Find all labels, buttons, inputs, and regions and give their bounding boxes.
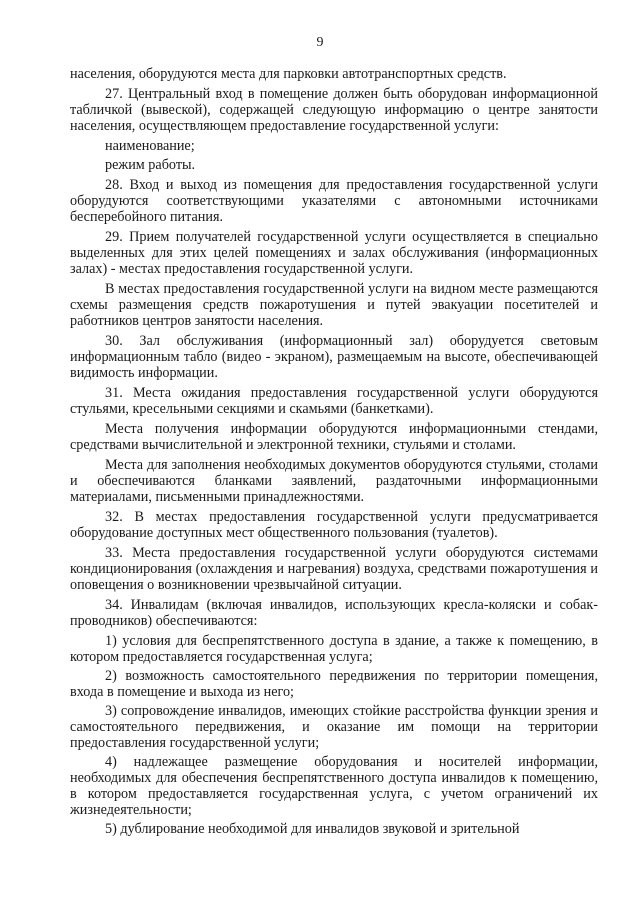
paragraph-continuation: населения, оборудуются места для парковки автотранспортных средств. — [70, 66, 507, 82]
paragraph-34: 34. Инвалидам (включая инвалидов, использующих кресла-коляски и собак-проводников) обеспечиваются: — [70, 597, 598, 629]
list-item-name: наименование; — [105, 138, 195, 154]
paragraph-27: 27. Центральный вход в помещение должен быть оборудован информационной табличкой (вывеской), содержащей следующую информацию о центре занятости населения, осуществляющем предоставление государственной услуги: — [70, 86, 598, 134]
list-item-schedule: режим работы. — [105, 157, 196, 173]
paragraph-29-evacuation: В местах предоставления государственной услуги на видном месте размещаются схемы размещения средств пожаротушения и путей эвакуации посетителей и работников центров занятости населения. — [70, 281, 598, 329]
paragraph-33: 33. Места предоставления государственной услуги оборудуются системами кондиционирования (охлаждения и нагревания) воздуха, средствами пожаротушения и оповещения о возникновении чрезвычайной ситуации. — [70, 545, 598, 593]
paragraph-28: 28. Вход и выход из помещения для предоставления государственной услуги оборудуются соответствующими указателями с автономными источниками бесперебойного питания. — [70, 177, 598, 225]
paragraph-31-document-places: Места для заполнения необходимых документов оборудуются стульями, столами и обеспечиваются бланками заявлений, раздаточными информационными материалами, письменными принадлежностями. — [70, 457, 598, 505]
paragraph-31: 31. Места ожидания предоставления государственной услуги оборудуются стульями, кресельными секциями и скамьями (банкетками). — [70, 385, 598, 417]
paragraph-32: 32. В местах предоставления государственной услуги предусматривается оборудование доступных мест общественного пользования (туалетов). — [70, 509, 598, 541]
list-item-5: 5) дублирование необходимой для инвалидов звуковой и зрительной — [105, 821, 520, 837]
list-item-3: 3) сопровождение инвалидов, имеющих стойкие расстройства функции зрения и самостоятельного передвижения, и оказание им помощи на территории предоставления государственной услуги; — [70, 703, 598, 751]
list-item-2: 2) возможность самостоятельного передвижения по территории помещения, входа в помещение и выхода из него; — [70, 668, 598, 700]
list-item-4: 4) надлежащее размещение оборудования и носителей информации, необходимых для обеспечения беспрепятственного доступа инвалидов к помещению, в котором предоставляется государственная услуга, с учетом ограничений их жизнедеятельности; — [70, 754, 598, 818]
list-item-1: 1) условия для беспрепятственного доступа в здание, а также к помещению, в котором предоставляется государственная услуга; — [70, 633, 598, 665]
document-body — [70, 66, 598, 840]
page-number: 9 — [316, 35, 324, 50]
paragraph-30: 30. Зал обслуживания (информационный зал) оборудуется световым информационным табло (видео - экраном), размещаемым на высоте, обеспечивающей видимость информации. — [70, 333, 598, 381]
paragraph-31-info-places: Места получения информации оборудуются информационными стендами, средствами вычислительной и электронной техники, стульями и столами. — [70, 421, 598, 453]
paragraph-29: 29. Прием получателей государственной услуги осуществляется в специально выделенных для этих целей помещениях и залах обслуживания (информационных залах) - местах предоставления государственной услуги. — [70, 229, 598, 277]
